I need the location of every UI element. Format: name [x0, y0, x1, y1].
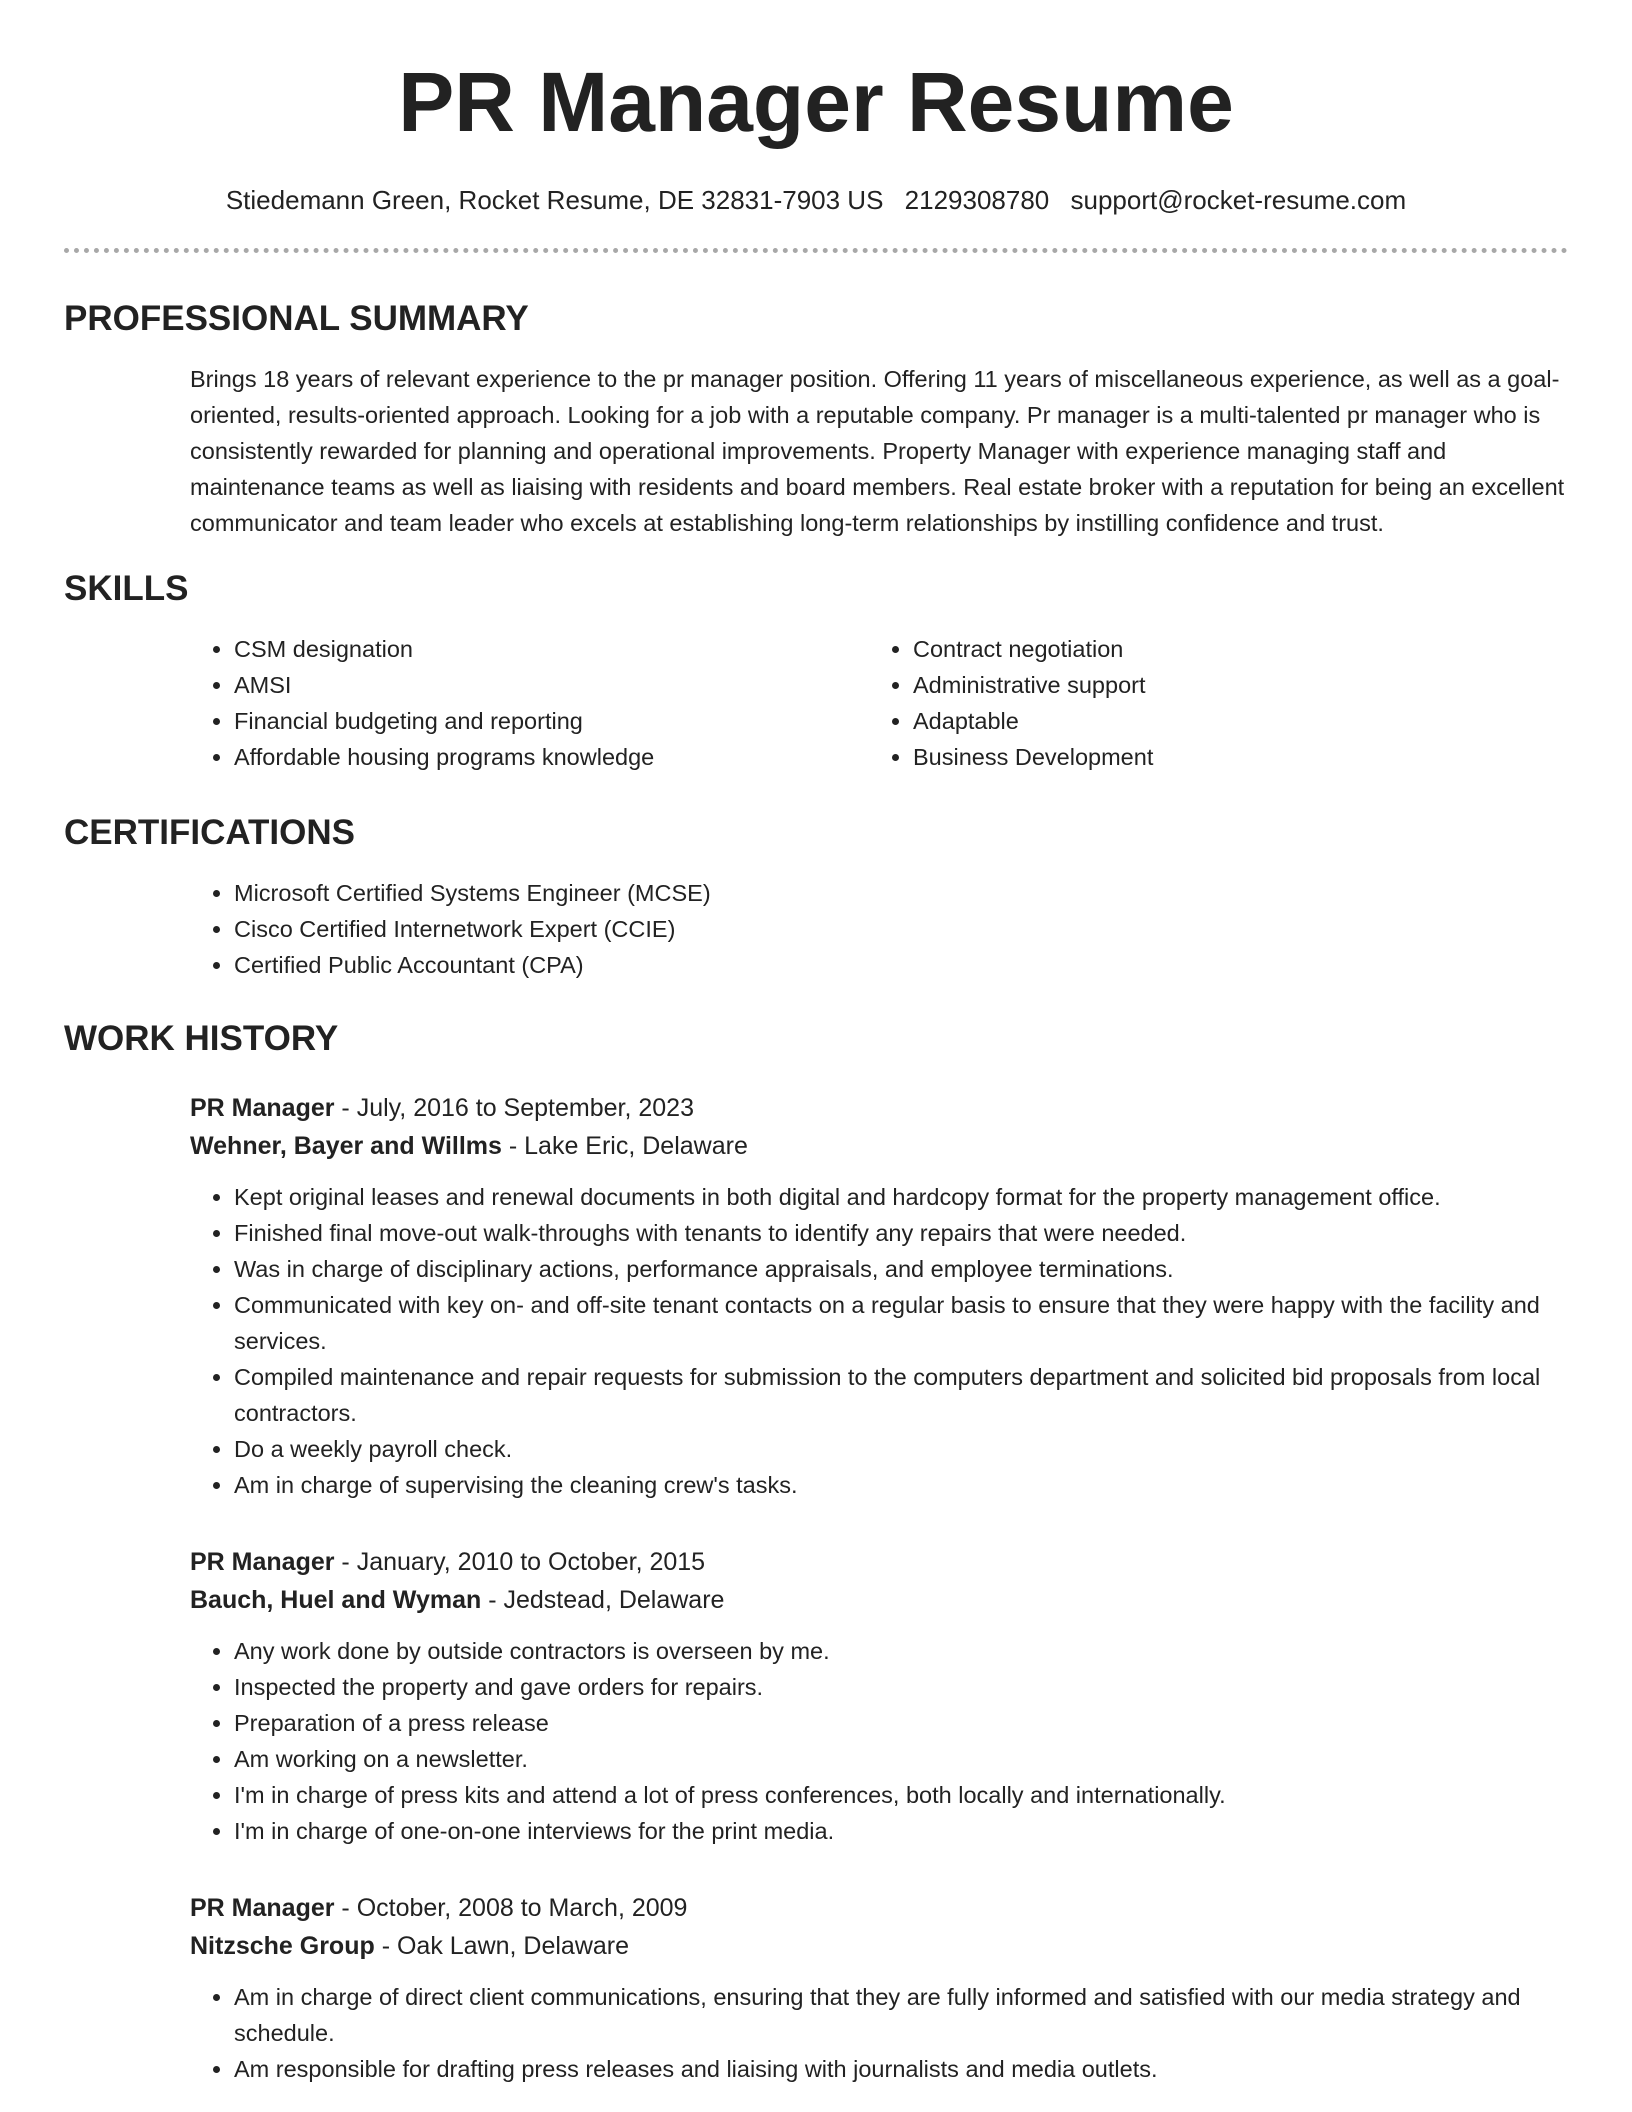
- job-bullet: • Preparation of a press release: [234, 1705, 1568, 1741]
- job-location: - Jedstead, Delaware: [481, 1586, 725, 1614]
- skill-item: • Affordable housing programs knowledge: [234, 739, 869, 775]
- contact-line: [64, 182, 1568, 218]
- job-title-line: [190, 1089, 1568, 1127]
- certification-item: • Microsoft Certified Systems Engineer (MCSE): [234, 875, 1568, 911]
- skill-item: • AMSI: [234, 667, 869, 703]
- job-bullets: [190, 1179, 1568, 1503]
- job-bullet: • Finished final move-out walk-throughs with tenants to identify any repairs that were needed.: [234, 1215, 1568, 1251]
- contact-phone: 2129308780: [904, 185, 1050, 215]
- job-title: PR Manager: [190, 1548, 335, 1576]
- job-company-line: [190, 1927, 1568, 1965]
- job-bullets: [190, 1979, 1568, 2087]
- job-location: - Oak Lawn, Delaware: [374, 1932, 630, 1960]
- job-bullet: • Any work done by outside contractors is overseen by me.: [234, 1633, 1568, 1669]
- certification-item: • Certified Public Accountant (CPA): [234, 947, 1568, 983]
- certification-item: • Cisco Certified Internetwork Expert (CCIE): [234, 911, 1568, 947]
- job-bullet: • Communicated with key on- and off-site tenant contacts on a regular basis to ensure that they were happy with the facility and services.: [234, 1287, 1568, 1359]
- job-dates: - July, 2016 to September, 2023: [334, 1094, 694, 1122]
- job-dates: - January, 2010 to October, 2015: [334, 1548, 706, 1576]
- skill-item: • Financial budgeting and reporting: [234, 703, 869, 739]
- job-bullet: • I'm in charge of one-on-one interviews for the print media.: [234, 1813, 1568, 1849]
- certifications-heading: CERTIFICATIONS: [64, 813, 356, 852]
- job-dates: - October, 2008 to March, 2009: [334, 1894, 688, 1922]
- skill-item: • Adaptable: [913, 703, 1548, 739]
- contact-address: Stiedemann Green, Rocket Resume, DE 32831-7903 US: [225, 185, 884, 215]
- page-title: PR Manager Resume: [398, 55, 1234, 149]
- skills-list: [190, 631, 1568, 775]
- skill-item: • Contract negotiation: [913, 631, 1548, 667]
- job-bullets: [190, 1633, 1568, 1849]
- job-entry: [190, 1889, 1568, 2087]
- job-bullet: • I'm in charge of press kits and attend a lot of press conferences, both locally and internationally.: [234, 1777, 1568, 1813]
- job-bullet: • Was in charge of disciplinary actions, performance appraisals, and employee terminations.: [234, 1251, 1568, 1287]
- header-divider: [64, 248, 1568, 253]
- skill-item: • CSM designation: [234, 631, 869, 667]
- job-company: Wehner, Bayer and Willms: [190, 1132, 502, 1160]
- job-bullet: • Am in charge of direct client communications, ensuring that they are fully informed and satisfied with our media strategy and schedule.: [234, 1979, 1568, 2051]
- work-history-heading: WORK HISTORY: [64, 1019, 339, 1058]
- job-title: PR Manager: [190, 1094, 335, 1122]
- job-bullet: • Compiled maintenance and repair requests for submission to the computers department and solicited bid proposals from local contractors.: [234, 1359, 1568, 1431]
- job-company-line: [190, 1127, 1568, 1165]
- job-company-line: [190, 1581, 1568, 1619]
- job-entry: [190, 1089, 1568, 1503]
- job-bullet: • Do a weekly payroll check.: [234, 1431, 1568, 1467]
- job-location: - Lake Eric, Delaware: [501, 1132, 748, 1160]
- skills-heading: SKILLS: [64, 569, 189, 608]
- skills-column-right: [869, 631, 1548, 775]
- job-company: Bauch, Huel and Wyman: [190, 1586, 482, 1614]
- job-bullet: • Inspected the property and gave orders for repairs.: [234, 1669, 1568, 1705]
- job-bullet: • Am working on a newsletter.: [234, 1741, 1568, 1777]
- job-bullet: • Kept original leases and renewal documents in both digital and hardcopy format for the property management office.: [234, 1179, 1568, 1215]
- job-title: PR Manager: [190, 1894, 335, 1922]
- job-title-line: [190, 1543, 1568, 1581]
- job-entry: [190, 1543, 1568, 1849]
- job-bullet: • Am responsible for drafting press releases and liaising with journalists and media outlets.: [234, 2051, 1568, 2087]
- job-company: Nitzsche Group: [190, 1932, 375, 1960]
- skill-item: • Business Development: [913, 739, 1548, 775]
- summary-text: Brings 18 years of relevant experience to the pr manager position. Offering 11 years of miscellaneous experience, as well as a goal-oriented, results-oriented approach. Looking for a job with a reputable company. Pr manager is a multi-talented pr manager who is consistently rewarded for planning and operational improvements. Property Manager with experience managing staff and maintenance teams as well as liaising with residents and board members. Real estate broker with a reputation for being an excellent communicator and team leader who excels at establishing long-term relationships by instilling confidence and trust.: [190, 366, 1565, 536]
- certifications-list: [190, 875, 1568, 983]
- job-title-line: [190, 1889, 1568, 1927]
- skill-item: • Administrative support: [913, 667, 1548, 703]
- job-bullet: • Am in charge of supervising the cleaning crew's tasks.: [234, 1467, 1568, 1503]
- contact-email: support@rocket-resume.com: [1070, 185, 1407, 215]
- summary-heading: PROFESSIONAL SUMMARY: [64, 299, 529, 338]
- skills-column-left: [190, 631, 869, 775]
